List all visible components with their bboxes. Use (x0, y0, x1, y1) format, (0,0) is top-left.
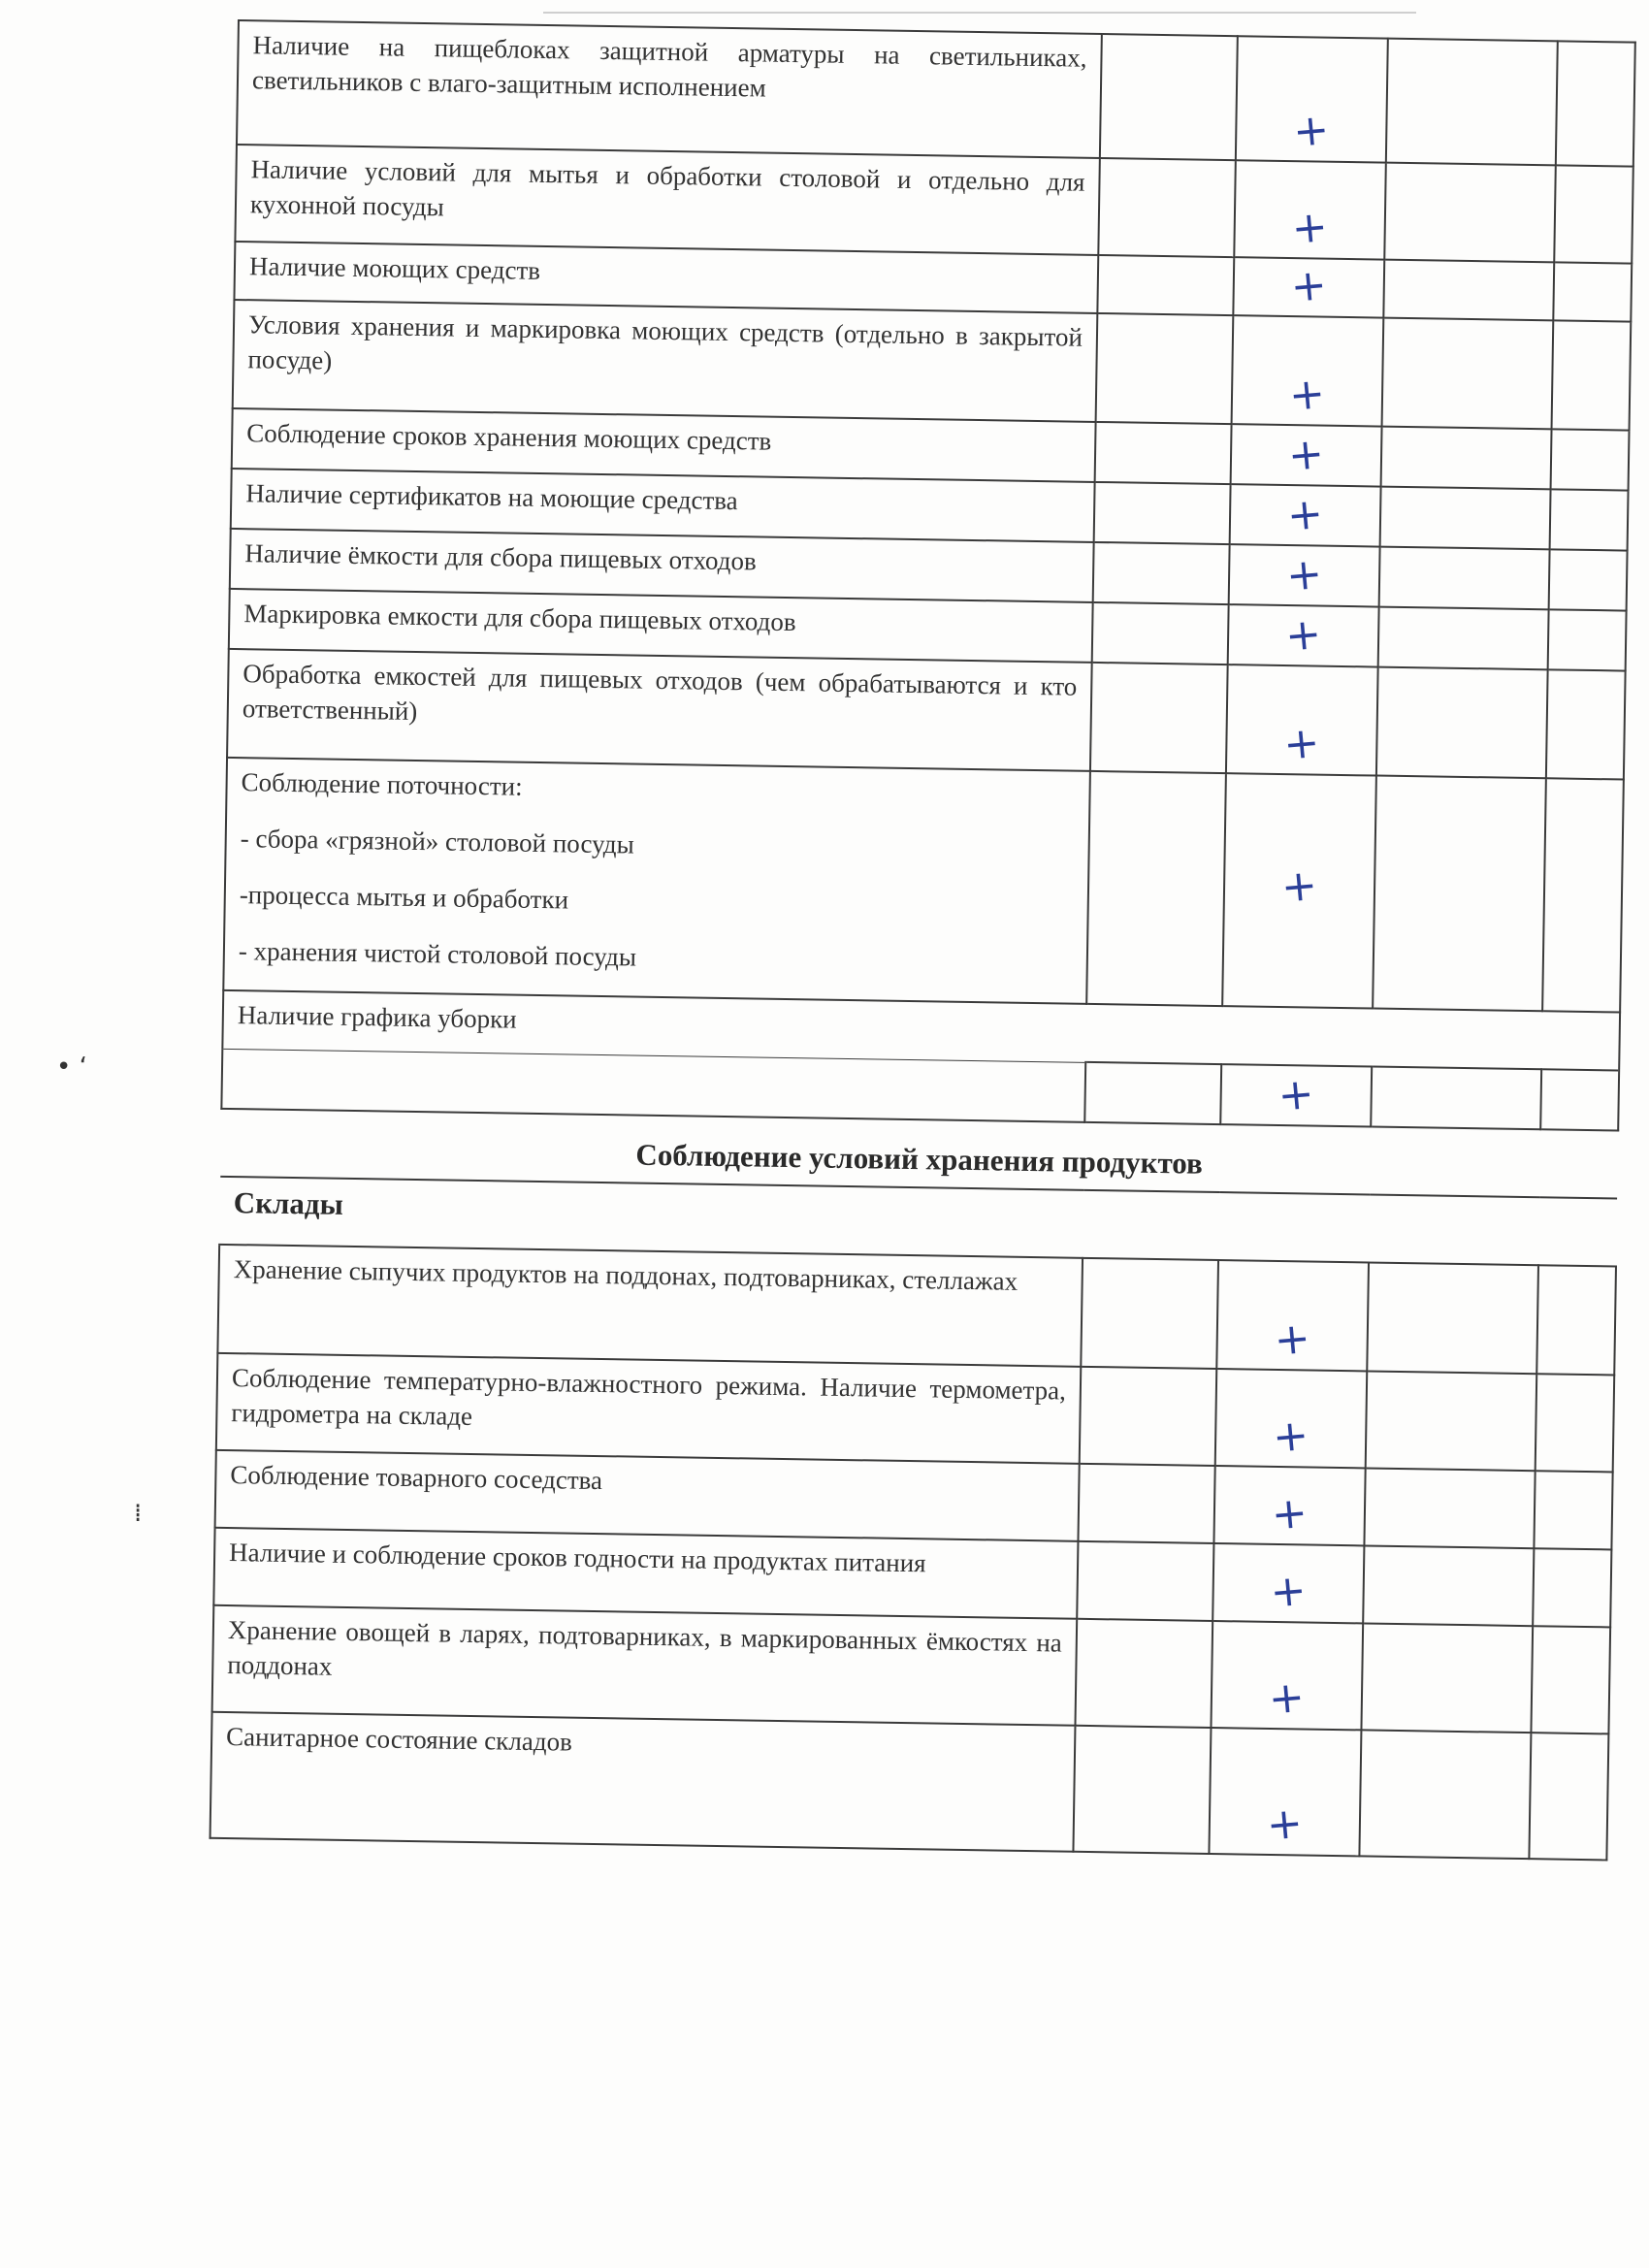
empty-cell (1534, 1471, 1612, 1549)
scan-speck: • ‘ (56, 1053, 87, 1082)
criterion-text: Хранение сыпучих продуктов на поддонах, подтоварниках, стеллажах (217, 1245, 1083, 1367)
empty-cell (1359, 1730, 1531, 1859)
plus-mark: + (1276, 1068, 1316, 1121)
mark-cell (1220, 1064, 1372, 1126)
empty-cell (1081, 1258, 1218, 1369)
empty-cell (1551, 429, 1630, 490)
criterion-text: Соблюдение товарного соседства (215, 1450, 1080, 1541)
mark-cell (1215, 1369, 1368, 1468)
criterion-text: Обработка емкостей для пищевых отходов (чем обрабатываются и кто ответственный) (227, 649, 1092, 771)
empty-cell (1379, 547, 1550, 610)
empty-cell (1381, 427, 1552, 490)
empty-cell (1556, 41, 1635, 166)
criterion-text: Условия хранения и маркировка моющих средств (отдельно в закрытой посуде) (233, 300, 1098, 422)
empty-cell (1361, 1623, 1533, 1733)
empty-cell (1097, 255, 1234, 315)
empty-cell (1536, 1265, 1616, 1375)
empty-cell (1075, 1619, 1212, 1728)
criterion-text: Наличие на пищеблоках защитной арматуры на светильниках, светильников с влаго-защитным исполнением (237, 20, 1102, 158)
criterion-text: Соблюдение сроков хранения моющих средств (232, 408, 1096, 482)
plus-mark: + (1269, 1487, 1310, 1540)
mark-cell (1233, 257, 1384, 317)
plus-mark: + (1282, 608, 1324, 662)
plus-mark: + (1286, 368, 1328, 421)
empty-cell (1096, 313, 1234, 424)
mark-cell (1230, 484, 1381, 546)
criterion-text: Наличие ёмкости для сбора пищевых отходов (230, 529, 1094, 602)
empty-cell (1550, 489, 1629, 550)
empty-cell (1529, 1733, 1608, 1860)
empty-cell (1080, 1367, 1217, 1466)
flow-item: - сбора «грязной» столовой посуды (240, 824, 635, 859)
scan-speck: ⁞ (134, 1499, 143, 1528)
empty-cell (1367, 1262, 1538, 1374)
empty-cell (1533, 1548, 1611, 1627)
plus-mark: + (1278, 859, 1320, 913)
criterion-text: Наличие моющих средств (234, 242, 1098, 313)
empty-cell (1366, 1371, 1537, 1471)
flow-item: - хранения чистой столовой посуды (238, 936, 637, 972)
criterion-text: Хранение овощей в ларях, подтоварниках, в маркированных ёмкостях на поддонах (212, 1605, 1078, 1726)
mark-cell (1222, 773, 1376, 1008)
subsection-heading: Склады (219, 1177, 1617, 1267)
flow-item: -процесса мытья и обработки (239, 880, 569, 915)
scan-edge-line (543, 12, 1416, 14)
criterion-text: Наличие и соблюдение сроков годности на продуктах питания (213, 1528, 1078, 1619)
empty-cell (1542, 778, 1624, 1012)
table-row (237, 20, 1635, 167)
criterion-text: Санитарное состояние складов (210, 1712, 1076, 1852)
plus-mark: + (1284, 488, 1326, 541)
empty-cell (1094, 482, 1231, 544)
empty-cell (1554, 165, 1633, 263)
empty-cell (1383, 260, 1554, 321)
plus-mark: + (1288, 259, 1329, 312)
plus-mark: + (1281, 717, 1322, 770)
criterion-text: Наличие графика уборки (222, 990, 1620, 1071)
mark-cell (1211, 1621, 1363, 1730)
plus-mark: + (1271, 1409, 1311, 1463)
section-heading: Соблюдение условий хранения продуктов (220, 1109, 1618, 1199)
empty-cell (1363, 1545, 1534, 1626)
empty-cell (1376, 667, 1548, 779)
mark-cell (1234, 160, 1386, 259)
mark-cell (1213, 1466, 1365, 1545)
plus-mark: + (1283, 548, 1325, 601)
empty-cell (1095, 422, 1232, 484)
empty-cell (1092, 602, 1229, 664)
mark-cell (1216, 1260, 1369, 1371)
mark-cell (1232, 315, 1384, 426)
empty-cell (1084, 1062, 1221, 1124)
empty-cell (1098, 158, 1236, 257)
empty-cell (1380, 487, 1551, 550)
flow-title: Соблюдение поточности: (241, 767, 523, 801)
empty-cell (1077, 1541, 1213, 1621)
empty-cell (1540, 1069, 1619, 1130)
empty-cell (1531, 1626, 1610, 1733)
table-row (223, 758, 1624, 1013)
empty-cell (1553, 262, 1632, 321)
criterion-text: Соблюдение температурно-влажностного режима. Наличие термометра, гидрометра на складе (216, 1353, 1081, 1464)
empty-cell (1371, 1066, 1541, 1129)
mark-cell (1209, 1728, 1361, 1856)
mark-cell (1229, 544, 1380, 606)
empty-cell (1552, 320, 1632, 430)
plus-mark: + (1266, 1671, 1308, 1725)
empty-cell (1536, 1374, 1615, 1472)
plus-mark: + (1272, 1312, 1312, 1366)
plus-mark: + (1264, 1798, 1305, 1851)
empty-cell (1100, 34, 1238, 160)
empty-cell (1373, 776, 1546, 1012)
empty-cell (1384, 163, 1556, 263)
criterion-text: Наличие сертификатов на моющие средства (231, 469, 1095, 542)
mark-cell (1228, 604, 1379, 666)
empty-cell (1078, 1464, 1214, 1543)
plus-mark: + (1291, 104, 1332, 157)
flow-criterion (223, 758, 1090, 1004)
empty-cell (1364, 1468, 1535, 1548)
empty-cell (1382, 318, 1554, 430)
plus-mark: + (1289, 201, 1330, 254)
mark-cell (1236, 36, 1388, 162)
empty-cell (1073, 1726, 1211, 1854)
empty-cell (1086, 771, 1226, 1006)
criterion-text: Маркировка емкости для сбора пищевых отходов (229, 589, 1093, 663)
checklist-table (210, 19, 1636, 1861)
empty-cell (1548, 609, 1627, 670)
empty-cell (1378, 607, 1549, 670)
empty-cell (1549, 549, 1628, 610)
empty-cell (1093, 542, 1230, 604)
plus-mark: + (1268, 1565, 1309, 1618)
empty-cell (1546, 669, 1626, 779)
table-row (210, 1712, 1609, 1861)
empty-cell (1090, 663, 1228, 773)
criterion-text: Наличие условий для мытья и обработки столовой и отдельно для кухонной посуды (235, 145, 1099, 255)
mark-cell (1226, 664, 1378, 775)
mark-cell (1231, 424, 1382, 486)
plus-mark: + (1285, 428, 1327, 481)
inspection-checklist (210, 19, 1634, 1861)
mark-cell (1212, 1543, 1364, 1623)
empty-cell (1386, 39, 1558, 166)
